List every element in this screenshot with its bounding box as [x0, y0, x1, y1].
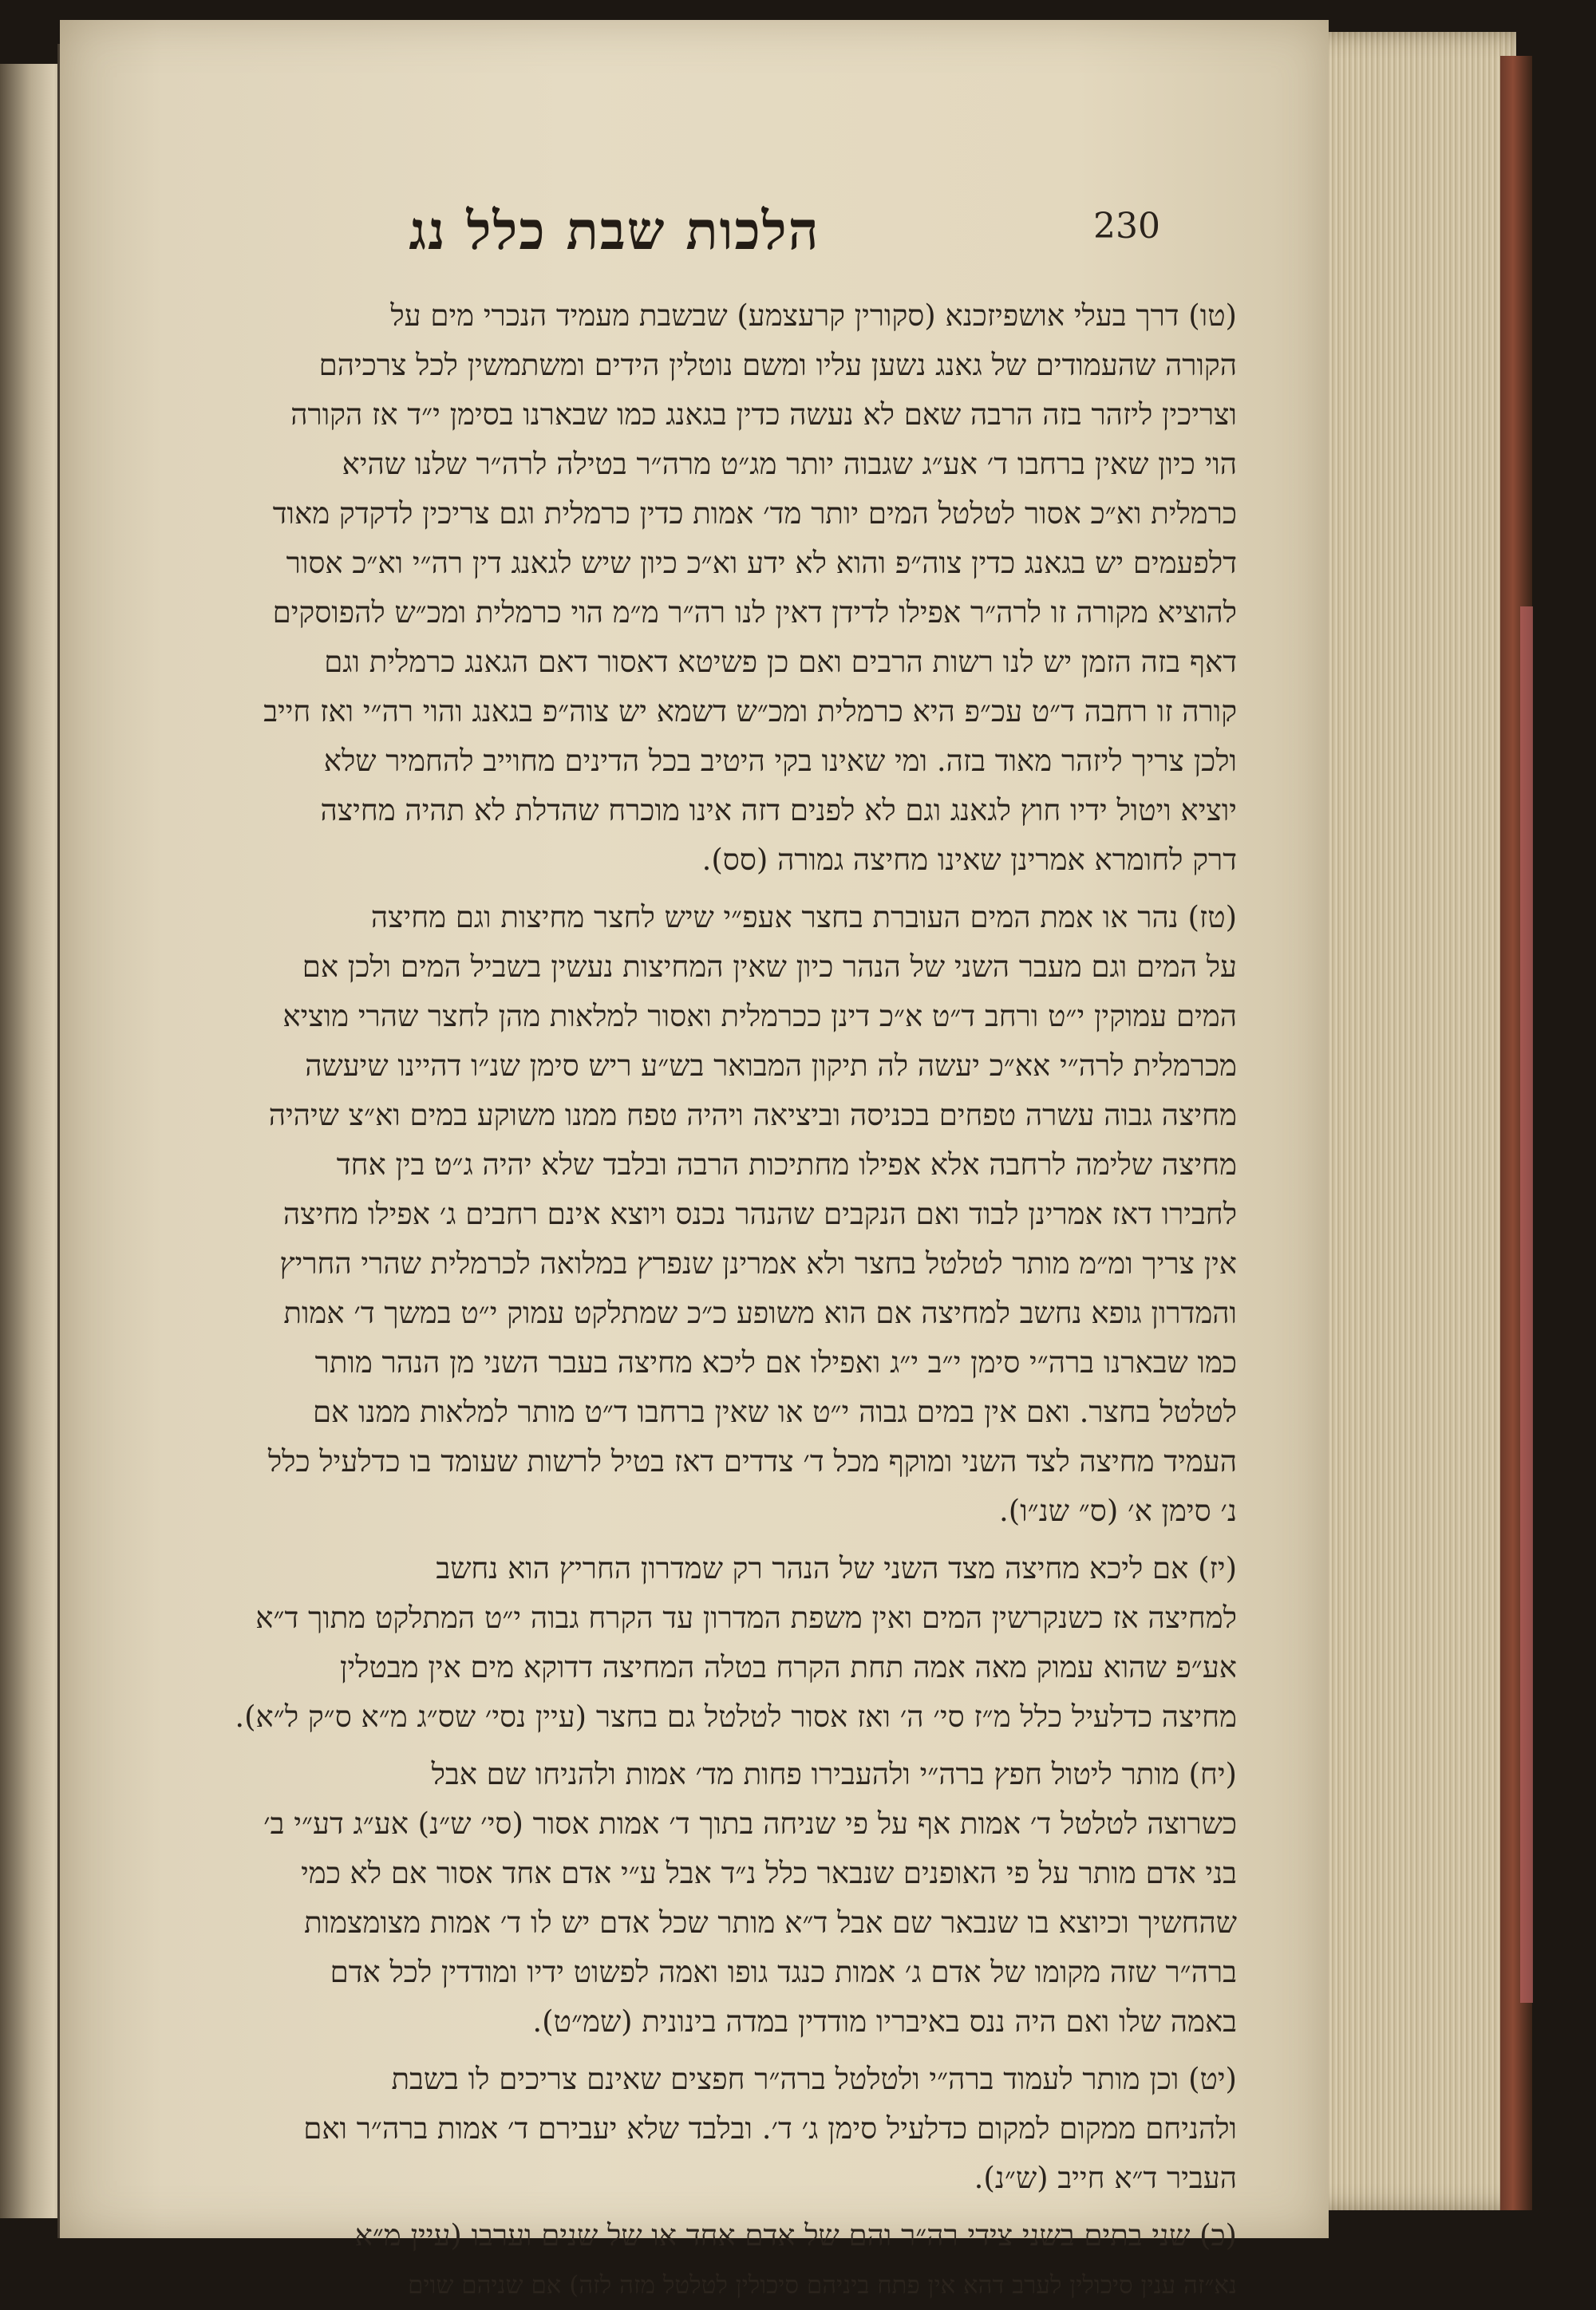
text-line: קורה זו רחבה ד״ט עכ״פ היא כרמלית ומכ״ש דשמא יש צוה״פ בגאנג והוי רה״י ואז חייב [263, 694, 1237, 729]
text-line: כמו שבארנו ברה״י סימן י״ב י״ג ואפילו אם ליכא מחיצה בעבר השני מן הנהר מותר [314, 1345, 1237, 1380]
paragraph-20 [96, 2211, 1237, 2310]
text-line: כרמלית וא״כ אסור לטלטל המים יותר מד׳ אמות כדין כרמלית וגם צריכין לדקדק מאוד [272, 496, 1237, 531]
text-line: (יח) מותר ליטול חפץ ברה״י ולהעבירו פחות מד׳ אמות ולהניחו שם אבל [431, 1757, 1237, 1791]
text-line: נא״זה ענין סיכולין לערב דהא אין פתח ביניהם סיכולין לטלטל מזה לזה) אם שניהם שוים [408, 2271, 1237, 2300]
text-line: מחיצה שלימה לרחבה אלא אפילו מחתיכות הרבה ובלבד שלא יהיה ג״ט בין אחד [336, 1147, 1237, 1182]
text-line: שהחשיך וכיוצא בו שנבאר שם אבל ד״א מותר שכל אדם יש לו ד׳ אמות מצומצמות [304, 1905, 1237, 1940]
text-line: (כ) שני בתים בשני צידי רה״ר והם של אדם אחד או של שנים וערבו (עיין מ״א [354, 2218, 1237, 2253]
bookmark-strip [1520, 606, 1533, 2003]
paragraph-18 [96, 1750, 1237, 2047]
text-line: והמדרון גופא נחשב למחיצה אם הוא משופע כ״כ שמתלקט עמוק י״ט במשך ד׳ אמות [283, 1296, 1237, 1330]
running-head: הלכות שבת כלל נג [409, 199, 820, 262]
text-line: לחבירו דאז אמרינן לבוד ואם הנקבים שהנהר נכנס ויוצא אינם רחבים ג׳ אפילו מחיצה [282, 1197, 1237, 1231]
text-line: לטלטל בחצר. ואם אין במים גבוה י״ט או שאין ברחבו ד״ט מותר למלאות ממנו אם [312, 1395, 1237, 1429]
text-line: הקורה שהעמודים של גאנג נשען עליו ומשם נוטלין הידים ומשתמשין לכל צרכיהם [318, 348, 1237, 382]
text-line: נ׳ סימן א׳ (ס״ שנ״ו). [999, 1494, 1237, 1528]
paragraph-15 [96, 291, 1237, 885]
text-line: יוציא ויטול ידיו חוץ לגאנג וגם לא לפנים דזה אינו מוכרח שהדלת לא תהיה מחיצה [320, 793, 1237, 827]
text-line: אין צריך ומ״מ מותר לטלטל בחצר ולא אמרינן שנפרץ במלואה לכרמלית שהרי החריץ [279, 1246, 1237, 1281]
text-line: ולהניחם ממקום למקום כדלעיל סימן ג׳ ד׳. ובלבד שלא יעבירם ד׳ אמות ברה״ר ואם [303, 2111, 1237, 2146]
text-line: (יט) וכן מותר לעמוד ברה״י ולטלטל ברה״ר חפצים שאינם צריכים לו בשבת [391, 2062, 1237, 2096]
text-line: למחיצה אז כשנקרשין המים ואין משפת המדרון עד הקרח גבוה י״ט המתלקט מתוך ד״א [255, 1601, 1237, 1635]
paragraph-19 [96, 2055, 1237, 2203]
text-line: (יז) אם ליכא מחיצה מצד השני של הנהר רק שמדרון החריץ הוא נחשב [436, 1551, 1237, 1585]
text-line: העביר ד״א חייב (ש״נ). [974, 2161, 1237, 2195]
text-line: ברה״ר שזה מקומו של אדם ג׳ אמות כנגד גופו ואמה לפשוט ידיו ומודדין לכל אדם [330, 1955, 1237, 1989]
text-line: (טו) דרך בעלי אושפיזכנא (סקורין קרעצמע) שבשבת מעמיד הנכרי מים על [390, 298, 1237, 333]
page-number: 230 [1093, 206, 1160, 247]
page-text [96, 291, 1237, 2310]
text-line: דרק לחומרא אמרינן שאינו מחיצה גמורה (סס). [701, 843, 1237, 877]
text-line: (טז) נהר או אמת המים העוברת בחצר אעפ״י שיש לחצר מחיצות וגם מחיצה [370, 900, 1237, 934]
text-line: על המים וגם מעבר השני של הנהר כיון שאין המחיצות נעשין בשביל המים ולכן אם [302, 950, 1237, 984]
paragraph-17 [96, 1544, 1237, 1742]
text-line: וצריכין ליזהר בזה הרבה שאם לא נעשה כדין בגאנג כמו שבארנו בסימן י״ד אז הקורה [290, 397, 1237, 432]
text-line: אע״פ שהוא עמוק מאה אמה תחת הקרח בטלה המחיצה דדוקא מים אין מבטלין [340, 1650, 1237, 1684]
text-line: מחיצה גבוה עשרה טפחים בכניסה וביציאה ויהיה טפח ממנו משוקע במים וא״צ שיהיה [268, 1098, 1237, 1132]
paragraph-16 [96, 893, 1237, 1536]
text-line: באמה שלו ואם היה ננס באיבריו מודדין במדה בינונית (שמ״ט). [532, 2004, 1237, 2039]
text-line: מכרמלית לרה״י אא״כ יעשה לה תיקון המבואר בש״ע ריש סימן שנ״ו דהיינו שיעשה [305, 1048, 1237, 1083]
text-line: להוציא מקורה זו לרה״ר אפילו לדידן דאין לנו רה״ר מ״מ הוי כרמלית ומכ״ש להפוסקים [272, 595, 1237, 630]
text-line: העמיד מחיצה לצד השני ומוקף מכל ד׳ צדדים דאז בטיל לרשות שעומד בו כדלעיל כלל [267, 1444, 1237, 1479]
text-line: כשרוצה לטלטל ד׳ אמות אף על פי שניחה בתוך ד׳ אמות אסור (סי׳ ש״נ) אע״ג דע״י ב׳ [263, 1807, 1237, 1841]
text-line: המים עמוקין י״ט ורחב ד״ט א״כ דינן ככרמלית ואסור למלאות מהן לחצר שהרי מוציא [282, 999, 1237, 1033]
text-line: מחיצה כדלעיל כלל מ״ז סי׳ ה׳ ואז אסור לטלטל גם בחצר (עיין נסי׳ שס״ג מ״א ס״ק ל״א). [235, 1700, 1237, 1734]
text-line: דלפעמים יש בגאנג כדין צוה״פ והוא לא ידע וא״כ כיון שיש לגאנג דין רה״י וא״כ אסור [286, 546, 1237, 580]
text-line: ולכן צריך ליזהר מאוד בזה. ומי שאינו בקי היטיב בכל הדינים מחוייב להחמיר שלא [323, 744, 1237, 778]
text-line: הוי כיון שאין ברחבו ד׳ אע״ג שגבוה יותר מג״ט מרה״ר בטילה לרה״ר שלנו שהיא [342, 447, 1237, 481]
text-line: בני אדם מותר על פי האופנים שנבאר כלל נ״ד אבל ע״י אדם אחד אסור אם לא כמי [301, 1856, 1237, 1890]
text-line: דאף בזה הזמן יש לנו רשות הרבים ואם כן פשיטא דאסור דאם הגאנג כרמלית וגם [324, 645, 1237, 679]
